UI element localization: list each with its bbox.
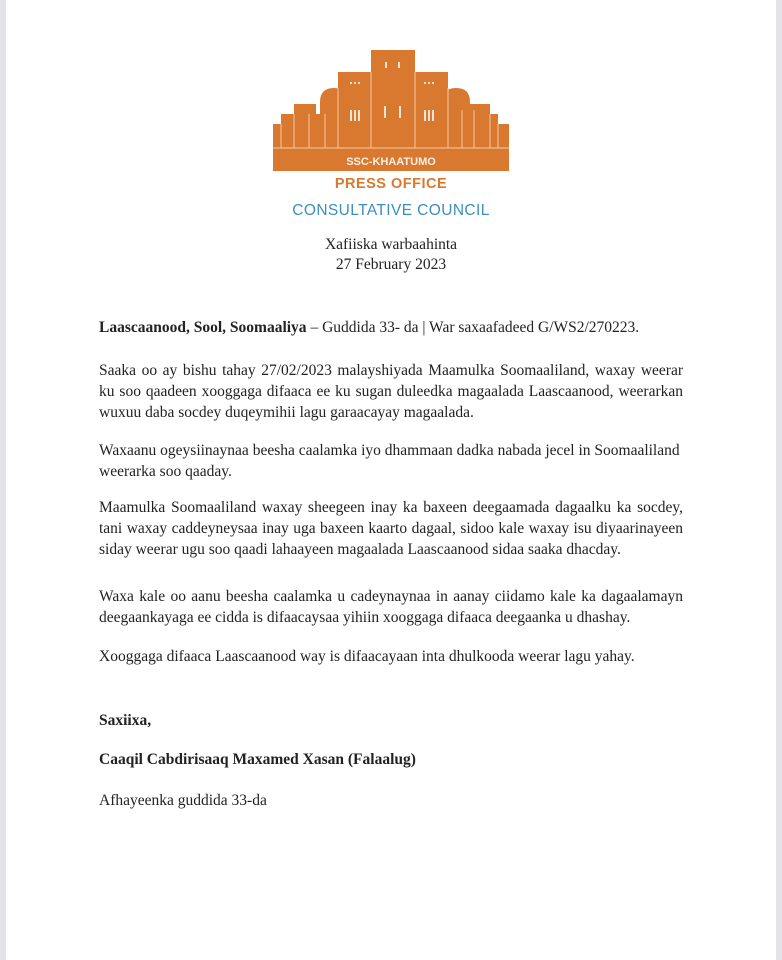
signatory-title: Afhayeenka guddida 33-da (99, 792, 267, 809)
paragraph: Maamulka Soomaaliland waxay sheegeen inay ka baxeen deegaamada dagaalku ka socdey, tani waxay caddeyneysaa inay uga baxeen kaarto dagaal, sidoo kale waxay isu diyaarinayeen siday weerar ugu soo qaadi lahaayeen magaalada Laascaanood sidaa saaka dhacday. (99, 499, 683, 558)
office-name: Xafiiska warbaahinta (324, 236, 458, 253)
consultative-council-label: CONSULTATIVE COUNCIL (292, 202, 490, 219)
logo-band-text: SSC-KHAATUMO (346, 156, 436, 168)
dateline-place: Laascaanood, Sool, Soomaaliya (99, 319, 307, 336)
paragraph: Waxa kale oo aanu beesha caalamka u cadeynaynaa in aanay ciidamo kale ka dagaalamayn deegaankayaga ee cidda is difaacaysaa yihiin xooggaga difaaca deegaanka u dhashay. (99, 588, 683, 626)
signatory-name: Caaqil Cabdirisaaq Maxamed Xasan (Falaalug) (99, 751, 416, 768)
document-date: 27 February 2023 (335, 256, 447, 273)
paragraph: Waxaanu ogeysiinaynaa beesha caalamka iyo dhammaan dadka nabada jecel in Soomaaliland weerarka soo qaaday. (99, 442, 680, 480)
paragraph: Saaka oo ay bishu tahay 27/02/2023 malayshiyada Maamulka Soomaaliland, waxay weerar ku soo qaadeen xooggaga difaaca ee ku sugan duleedka magaalada Laascaanood, weerarkan wuxuu daba socdey duqeymihii lagu garaacayay magaalada. (99, 362, 683, 421)
building-skyline-icon (272, 48, 510, 172)
ssc-khaatumo-logo (272, 48, 510, 172)
press-office-label: PRESS OFFICE (334, 176, 448, 192)
dateline-reference: – Guddida 33- da | War saxaafadeed G/WS2/270223. (306, 319, 640, 336)
dateline (99, 317, 683, 338)
signature-label: Saxiixa, (99, 712, 152, 729)
paragraph: Xooggaga difaaca Laascaanood way is difaacayaan inta dhulkooda weerar lagu yahay. (99, 648, 635, 665)
